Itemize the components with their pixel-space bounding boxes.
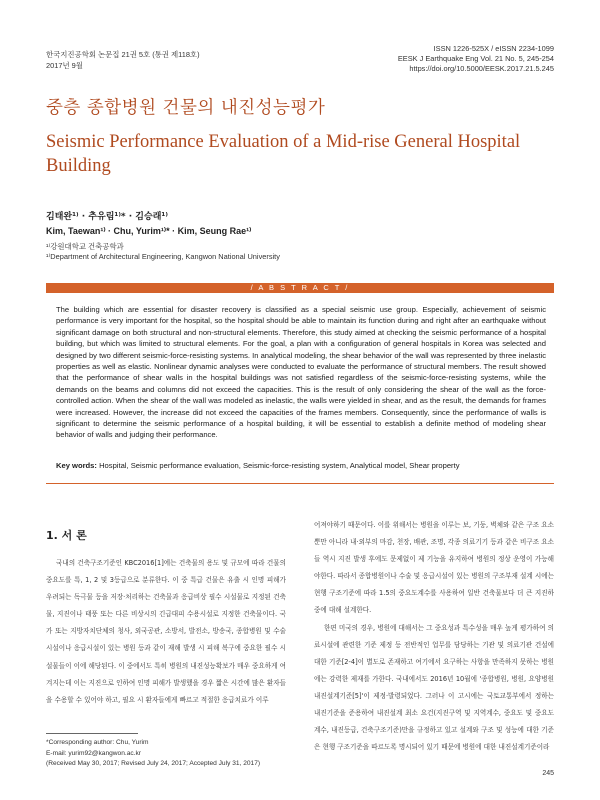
- keywords: [56, 461, 546, 470]
- abstract-text: The building which are essential for disaster recovery is classified as a special seismic use group. Especially, achievement of seismic performance is very important for the hospital, so the hospital should be able to maintain its function during and right after an earthquake without significant damage on both structural and non-structural elements. Therefore, this study aimed at checking the seismic performance of a hospital building, but which was limited to structural elements. For the goal, a plan with a configuration of general hospitals in Korea was selected and designed by two different seismic-force-resisting systems. In analytical modeling, the shear behavior of the wall was represented by three inelastic properties as well as elastic. Nonlinear dynamic analyses were conducted to evaluate the performance of structural members. The result showed that the performance of shear walls in the hospital buildings was not satisfied regardless of the seismic-force-resisting systems, while the demands on the beams and columns did not exceed the capacities. This is the result of only considering the shear of the wall as the force-controlled action. When the shear of the wall was modeled as inelastic, the walls were yielded in shear, and as the result, the demands for frames were increased. However, the increase did not exceed the capacities of the frames members. Consequently, since the performance of walls is significant to determine the seismic performance of a hospital building, it will be essential to establish a definite method of modeling shear behavior of walls and judging their performance.: [56, 305, 546, 440]
- authors-korean: 김태완¹⁾ · 추유림¹⁾* · 김승래¹⁾: [46, 212, 168, 222]
- corresponding-author: *Corresponding author: Chu, Yurim: [46, 739, 149, 746]
- abstract-banner: [46, 283, 554, 293]
- paragraph: 어져야하기 때문이다. 이를 위해서는 병원을 이루는 보, 기둥, 벽체와 같은 구조 요소뿐만 아니라 내·외부의 마감, 천장, 배관, 조명, 각종 의료기기 등과 같은 비구조 요소들 역시 지진 발생 후에도 문제없이 제 기능을 유지하여 병원의 정상 운영이 가능해야한다. 따라서 종합병원이나 수술 및 응급시설이 있는 병원의 구조부재 설계 시에는 현행 구조기준에 따라 1.5의 중요도계수를 사용하여 일반 건축물보다 더 큰 지진하중에 대해 설계한다.: [314, 521, 554, 615]
- author-email[interactable]: E-mail: yurim92@kangwon.ac.kr: [46, 749, 142, 757]
- paragraph: 국내의 건축구조기준인 KBC2016[1]에는 건축물의 용도 및 규모에 따라 건물의 중요도를 특, 1, 2 및 3등급으로 분류한다. 이 중 특급 건물은 유출 시 인명 피해가 우려되는 독극물 등을 저장·처리하는 건축물과 응급비상 필수 시설물로 지정된 건축물, 지진이나 태풍 또는 다른 비상시의 긴급대피 수용시설로 지정한 건축물이다. 국가 또는 지방자치단체의 청사, 외국공관, 소방서, 발전소, 방송국, 종합병원 및 수술시설이나 응급시설이 있는 병원 등과 같이 재해 발생 시 피해 복구에 중요한 필수 시설물들이 이에 해당된다. 이 중에서도 특히 병원의 내진성능확보가 매우 중요하게 여겨지는데 이는 지진으로 인하여 인명 피해가 발생했을 경우 짧은 시간에 많은 환자들을 수용할 수 있어야 하고, 필요 시 환자들에게 빠르고 적절한 응급치료가 이루: [46, 559, 286, 704]
- footnote: [46, 738, 260, 770]
- paragraph: 한편 미국의 경우, 병원에 대해서는 그 중요성과 특수성을 매우 높게 평가하여 의료시설에 관련한 기준 제정 등 전반적인 업무를 담당하는 기관 및 의료기관 건설에 대한 기준[2-4]이 별도로 존재하고 여기에서 요구하는 사항을 만족하지 못하는 병원에는 강력한 제재를 가한다. 국내에서도 2016년 10월에 '종합병원, 병원, 요양병원 내진설계기준[5]'이 제정·발령되었다. 그러나 이 고시에는 국토교통부에서 정하는 내진기준을 준용하여 내진설계 최소 요건(지진구역 및 지역계수, 중요도 및 중요도 계수, 내진등급, 건축구조기준)만을 규정하고 있고 설계와 구조 및 성능에 대한 기준은 현행 구조기준을 따르도록 명시되어 있기 때문에 병원에 대한 내진설계기준이라: [314, 623, 554, 752]
- issue-date: 2017년 9월: [46, 61, 83, 70]
- section-heading-introduction: 1. 서 론: [46, 529, 87, 542]
- footnote-divider: [46, 733, 138, 734]
- journal-header-left: [46, 49, 200, 71]
- journal-header-right: [398, 44, 554, 74]
- citation: EESK J Earthquake Eng Vol. 21 No. 5, 245-254: [397, 54, 554, 63]
- doi-link[interactable]: https://doi.org/10.5000/EESK.2017.21.5.245: [409, 64, 554, 73]
- page-number: 245: [542, 770, 554, 777]
- issn: ISSN 1226-525X / eISSN 2234-1099: [433, 44, 554, 53]
- body-column-right: [314, 517, 554, 756]
- title-korean: 중층 종합병원 건물의 내진성능평가: [46, 98, 326, 118]
- abstract-label: / A B S T R A C T /: [250, 283, 350, 292]
- received-dates: (Received May 30, 2017; Revised July 24, 2017; Accepted July 31, 2017): [46, 760, 261, 767]
- affiliation-korean: ¹⁾강원대학교 건축공학과: [46, 242, 124, 251]
- body-column-left: [46, 555, 286, 709]
- title-english: Seismic Performance Evaluation of a Mid-rise General Hospital Building: [46, 132, 521, 176]
- affiliation-english: ¹⁾Department of Architectural Engineering, Kangwon National University: [46, 252, 280, 261]
- keywords-label: Key words:: [56, 461, 97, 470]
- authors-english: Kim, Taewan¹⁾ · Chu, Yurim¹⁾* · Kim, Seung Rae¹⁾: [46, 226, 252, 236]
- keywords-list: Hospital, Seismic performance evaluation, Seismic-force-resisting system, Analytical model, Shear property: [99, 461, 460, 470]
- journal-name: 한국지진공학회 논문집 21권 5호 (통권 제118호): [46, 50, 200, 59]
- abstract-divider: [46, 483, 554, 484]
